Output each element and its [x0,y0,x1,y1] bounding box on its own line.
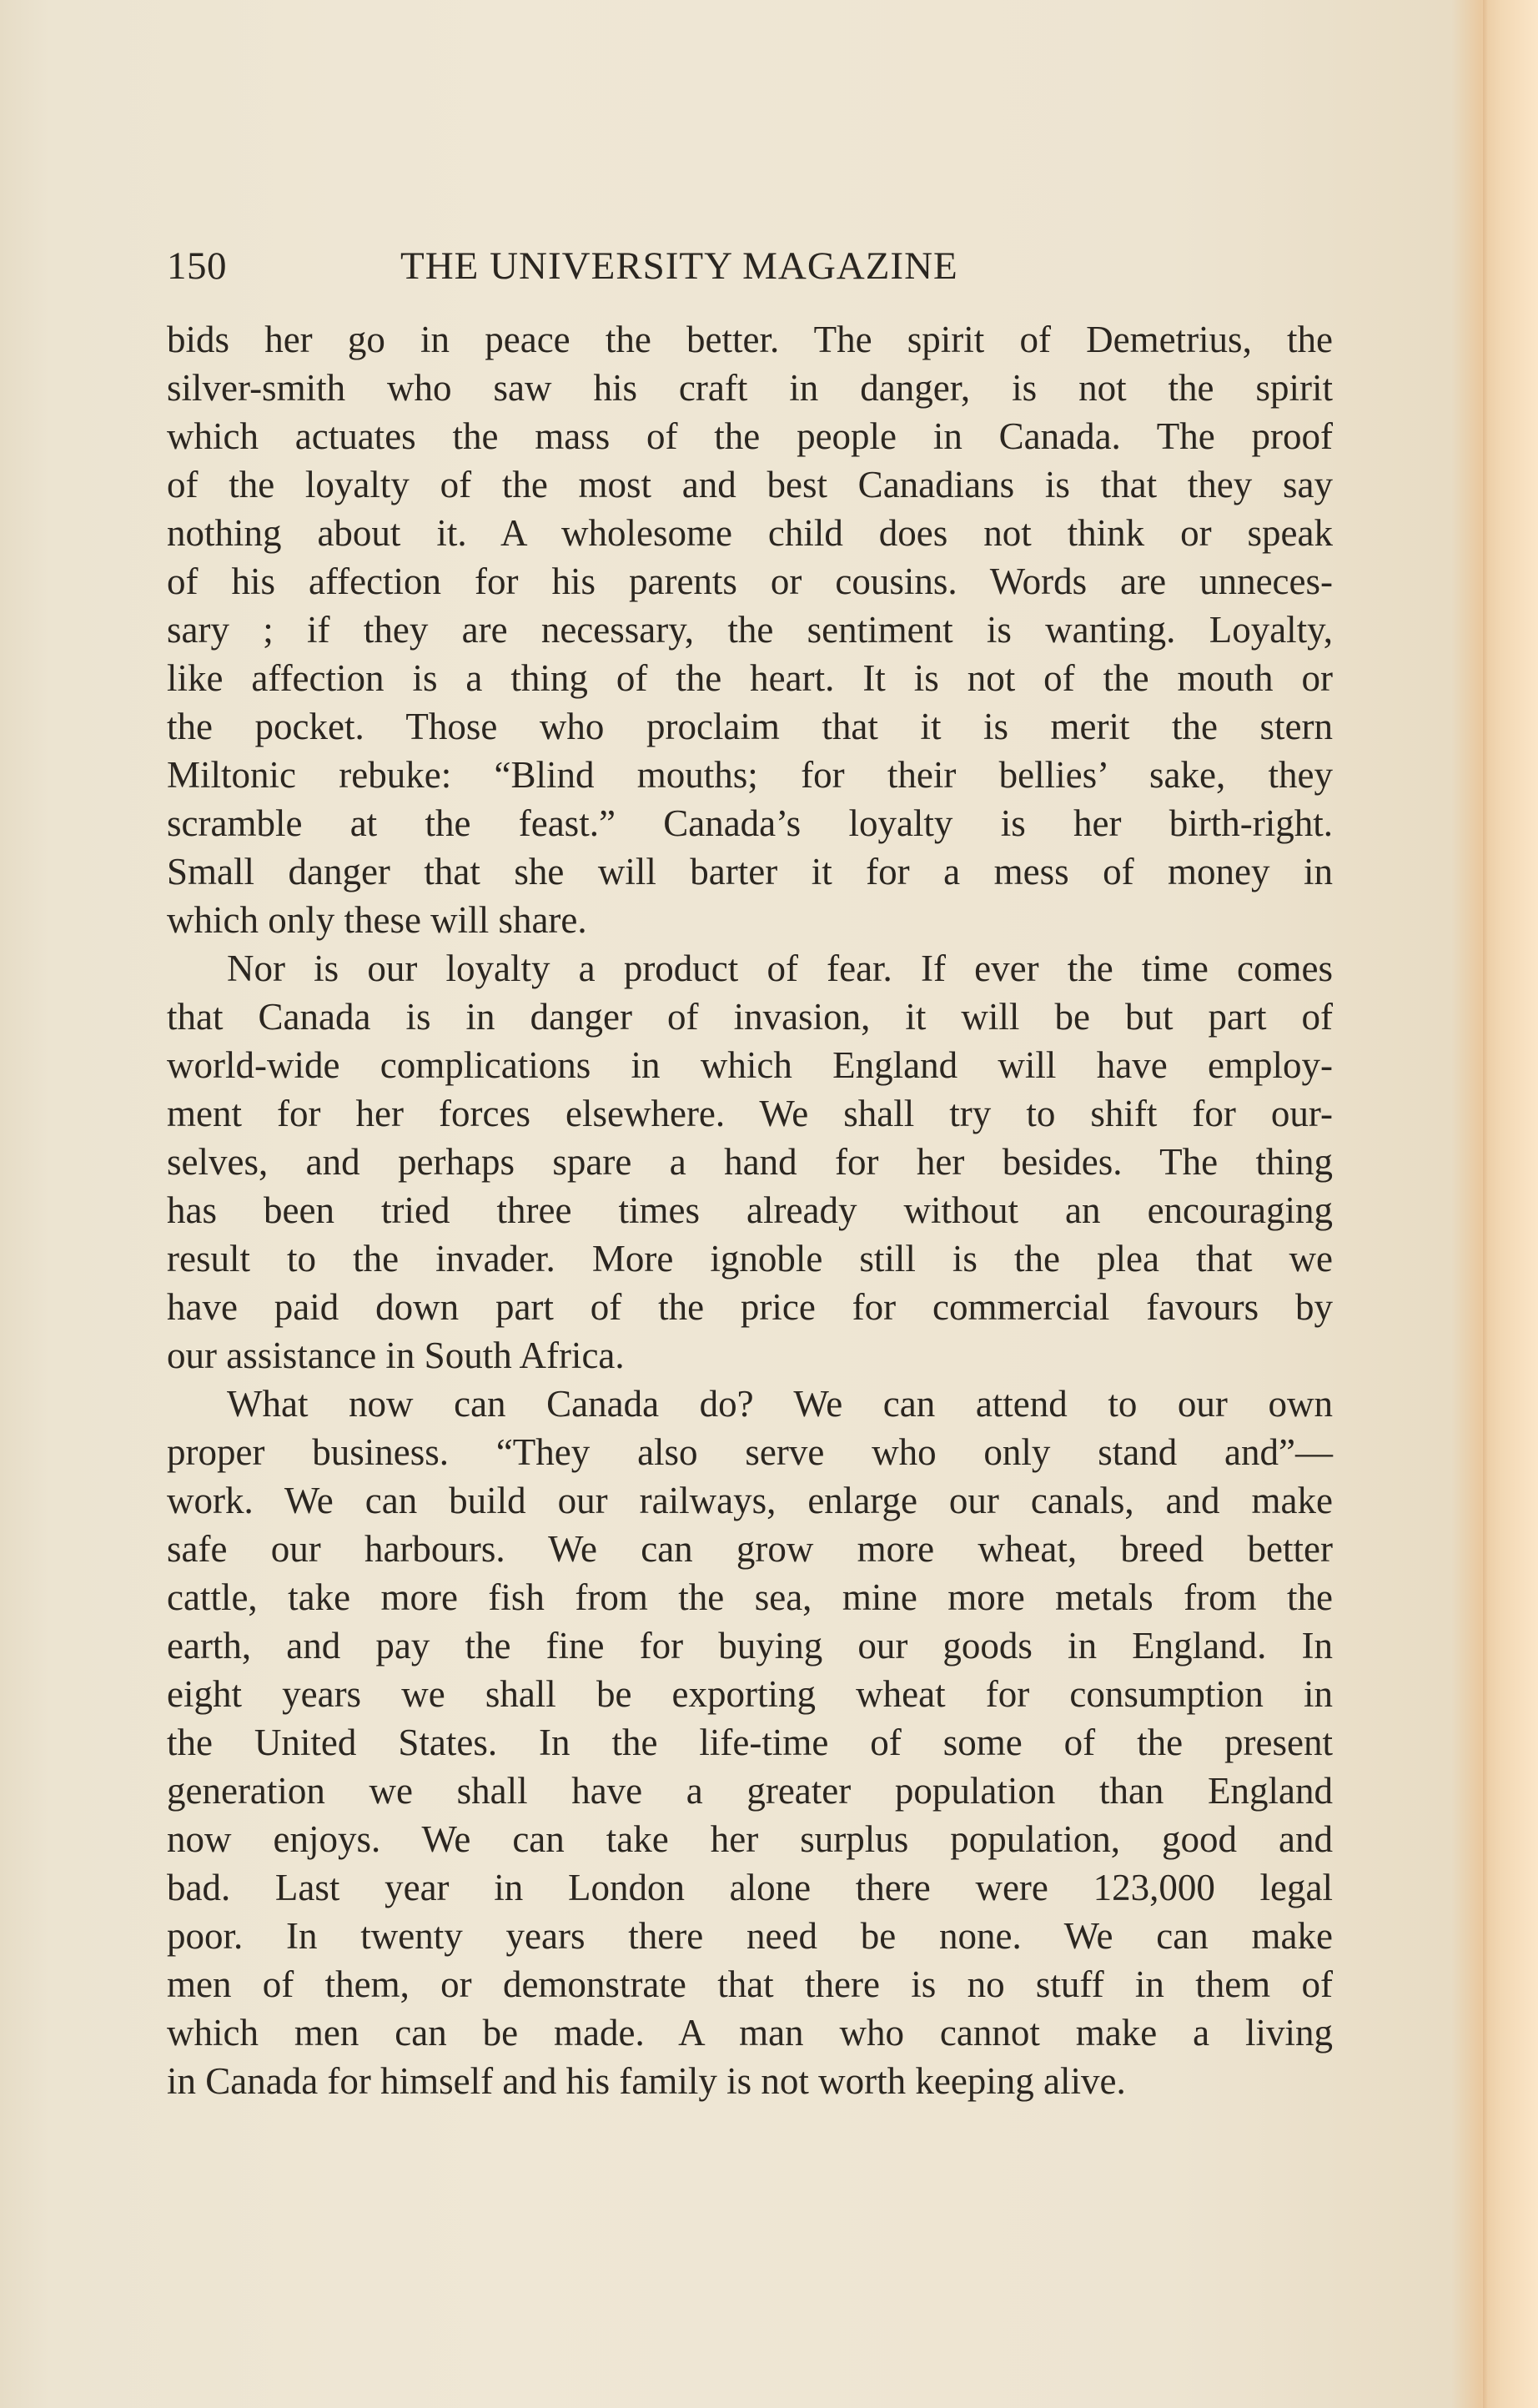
text-line: like affection is a thing of the heart. It is not of the mouth or [167,657,1333,699]
text-line: which only these will share. [167,899,587,941]
text-line: which actuates the mass of the people in Canada. The proof [167,415,1333,457]
paragraph-1 [167,315,1333,944]
text-line: of his affection for his parents or cousins. Words are unneces- [167,561,1333,602]
text-line: generation we shall have a greater population than England [167,1770,1333,1812]
text-line: bids her go in peace the better. The spirit of Demetrius, the [167,319,1333,360]
running-title: THE UNIVERSITY MAGAZINE [400,244,958,288]
text-line: our assistance in South Africa. [167,1335,625,1376]
page-edge-shadow [1483,0,1488,2408]
text-line: What now can Canada do? We can attend to our own [227,1383,1333,1425]
text-line: has been tried three times already without an encouraging [167,1189,1333,1231]
text-line: earth, and pay the fine for buying our goods in England. In [167,1625,1333,1666]
text-line: the United States. In the life-time of some of the present [167,1722,1333,1763]
text-line: bad. Last year in London alone there were 123,000 legal [167,1867,1333,1908]
text-line: men of them, or demonstrate that there is no stuff in them of [167,1963,1333,2005]
text-line: ment for her forces elsewhere. We shall try to shift for our- [167,1093,1333,1134]
text-line: Nor is our loyalty a product of fear. If ever the time comes [227,948,1333,989]
text-line: scramble at the feast.” Canada’s loyalty is her birth-right. [167,802,1333,844]
text-line: Small danger that she will barter it for a mess of money in [167,851,1333,892]
text-line: selves, and perhaps spare a hand for her besides. The thing [167,1141,1333,1183]
text-line: have paid down part of the price for commercial favours by [167,1286,1333,1328]
text-line: safe our harbours. We can grow more wheat, breed better [167,1528,1333,1570]
text-line: the pocket. Those who proclaim that it is merit the stern [167,706,1333,747]
text-line: world-wide complications in which England will have employ- [167,1044,1333,1086]
text-line: silver-smith who saw his craft in danger, is not the spirit [167,367,1333,409]
text-line: of the loyalty of the most and best Canadians is that they say [167,464,1333,505]
paragraph-2 [167,944,1333,1380]
text-line: which men can be made. A man who cannot make a living [167,2012,1333,2054]
text-line: poor. In twenty years there need be none. We can make [167,1915,1333,1957]
text-line: result to the invader. More ignoble still is the plea that we [167,1238,1333,1279]
page-number: 150 [167,244,227,288]
text-line: Miltonic rebuke: “Blind mouths; for their bellies’ sake, they [167,754,1333,796]
paragraph-3 [167,1380,1333,2105]
text-line: nothing about it. A wholesome child does not think or speak [167,512,1333,554]
text-line: eight years we shall be exporting wheat for consumption in [167,1673,1333,1715]
text-line: now enjoys. We can take her surplus population, good and [167,1818,1333,1860]
text-line: in Canada for himself and his family is not worth keeping alive. [167,2060,1126,2102]
running-header [167,244,1334,294]
text-line: proper business. “They also serve who only stand and”— [167,1431,1333,1473]
text-line: work. We can build our railways, enlarge our canals, and make [167,1480,1333,1521]
text-line: cattle, take more fish from the sea, mine more metals from the [167,1576,1333,1618]
text-line: that Canada is in danger of invasion, it will be but part of [167,996,1333,1038]
text-line: sary ; if they are necessary, the sentiment is wanting. Loyalty, [167,609,1333,651]
body-text [167,315,1333,2105]
